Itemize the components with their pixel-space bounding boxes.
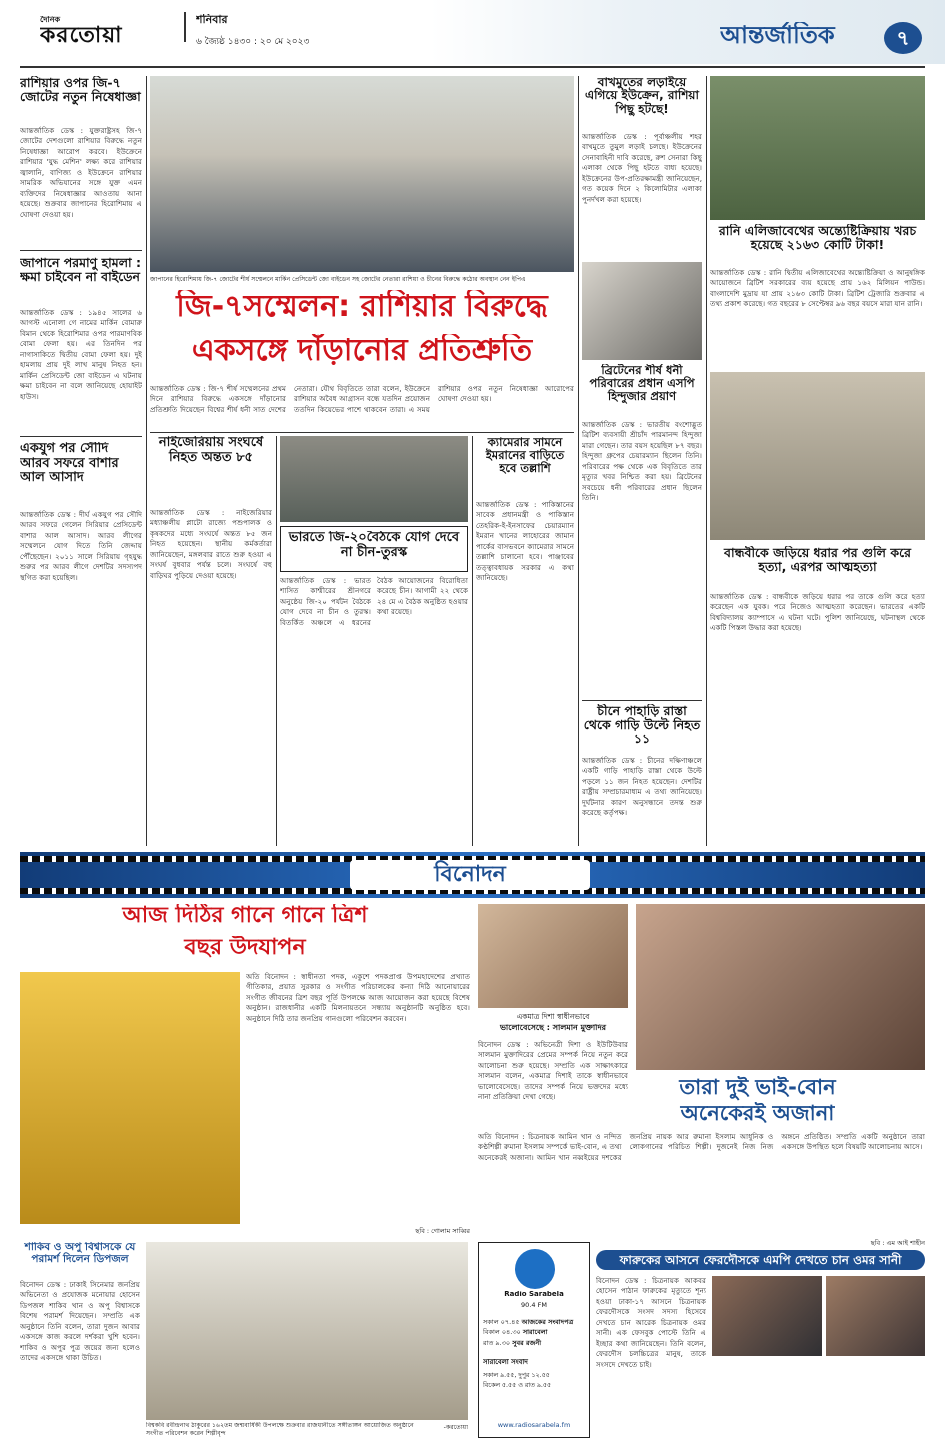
body: আন্তর্জাতিক ডেস্ক : যুক্তরাষ্ট্রসহ জি-৭ জোটের দেশগুলো রাশিয়ার বিরুদ্ধে নতুন নিষেধাজ্ঞা আরোপ করবে। ইউক্রেনে রাশিয়ার 'যুদ্ধ মেশিন' লক্ষ্য করে রাশিয়ার জ্বালানি, বাণিজ্য ও ইউক্রেনে রাশিয়ার সামরিক অভিযানের সঙ্গে যুক্ত এমন ব্যক্তিদের নিষেধাজ্ঞার আওতায় আনা হয়েছে। শুক্রবার জাপানের হিরোশিমায় এ ঘোষণা দেওয়া হয়। bbox=[20, 126, 142, 219]
g7-summit-photo bbox=[150, 76, 574, 272]
headline: নাইজেরিয়ায় সংঘর্ষে নিহত অন্তত ৮৫ bbox=[158, 436, 264, 465]
soldiers-photo bbox=[280, 436, 468, 522]
article-nigeria bbox=[150, 436, 272, 846]
article-g20-box bbox=[280, 526, 468, 572]
tagore-photo-caption: বিশ্বকবি রবীন্দ্রনাথ ঠাকুরের ১৬২তম জন্মবার্ষিকী উপলক্ষে শুক্রবার রাজধানীতে সঙ্গীতাঙ্গন আয়োজিত অনুষ্ঠানে সংগীত পরিবেশন করেন শিল্পীবৃন্দ bbox=[146, 1422, 414, 1438]
dithi-headline-line1: আজ দিঠির গানে গানে ত্রিশ bbox=[122, 904, 368, 928]
headline: ক্যামেরার সামনে ইমরানের বাড়িতে হবে তল্লাশি bbox=[485, 436, 565, 475]
radio-news-title: সারাবেলা সংবাদ bbox=[483, 1359, 528, 1366]
siblings-headline-line2: অনেকেরই অজানা bbox=[680, 1102, 835, 1125]
radio-name: Radio Sarabela bbox=[504, 1291, 564, 1298]
tagore-photo-credit: -করতোয়া bbox=[443, 1424, 468, 1431]
article-imran bbox=[476, 436, 574, 846]
logo-top: দৈনিক bbox=[40, 16, 61, 24]
disha-kicker: একমাত্র দিশা স্বাধীনভাবে bbox=[516, 1012, 590, 1021]
dithi-photo-credit: ছবি : গোলাম সাব্বির bbox=[415, 1227, 470, 1235]
g7-body: আন্তর্জাতিক ডেস্ক : জি-৭ শীর্ষ সম্মেলনের প্রথম দিনে রাশিয়ার বিরুদ্ধে একসঙ্গে দাঁড়ানোর প্রতিশ্রুতি দিয়েছেন বিশ্বের শীর্ষ ধনী সাত দেশের নেতারা। যৌথ বিবৃতিতে তারা বলেন, ইউক্রেনে রাশিয়ার অবৈধ আগ্রাসন বন্ধে যতদিন প্রয়োজন ততদিন কিয়েভের পাশে থাকবেন তারা। এ সময় রাশিয়ার ওপর নতুন নিষেধাজ্ঞা আরোপের ঘোষণা দেওয়া হয়। bbox=[150, 384, 574, 414]
page-number: ৭ bbox=[884, 22, 922, 54]
tagore-event-photo bbox=[146, 1242, 468, 1420]
g7-photo-caption: জাপানের হিরোশিমায় জি-৭ জোটের শীর্ষ সম্মেলনে মার্কিন প্রেসিডেন্ট জো বাইডেন সহ জোটের নেতারা রাশিয়া ও চীনের বিরুদ্ধে কঠোর অবস্থান নেন ইপিএ bbox=[150, 276, 526, 283]
dithi-headline-line2: বছর উদযাপন bbox=[184, 936, 306, 960]
body: আন্তর্জাতিক ডেস্ক : দীর্ঘ একযুগ পর সৌদি আরব সফরে গেলেন সিরিয়ার প্রেসিডেন্ট বাশার আল আসাদ। আরব লীগের সম্মেলনে যোগ দিতে তিনি জেদ্দায় পৌঁছেছেন। ২০১১ সালে সিরিয়ায় গৃহযুদ্ধ শুরুর পর আরব লীগে দেশটির সদস্যপদ স্থগিত করা হয়েছিল। bbox=[20, 510, 142, 582]
article-china bbox=[582, 704, 702, 846]
article-japan-nuclear bbox=[20, 256, 142, 432]
faruk-photo bbox=[826, 1276, 925, 1356]
schedule-row: সকাল ০৭.৪৫ আজকের সংবাদপত্র bbox=[483, 1318, 574, 1326]
queen-headline: রানি এলিজাবেথের অন্ত্যেষ্টিক্রিয়ায় খরচ হয়েছে ২১৬৩ কোটি টাকা! bbox=[718, 224, 917, 252]
body: আন্তর্জাতিক ডেস্ক : ১৯৪৫ সালের ৬ আগস্ট এনোলা গে নামের মার্কিন বোমারু বিমান থেকে হিরোশিমার ওপর পারমাণবিক বোমা ফেলা হয়। এর তিনদিন পর নাগাসাকিতে দ্বিতীয় বোমা ফেলা হয়। দুই হামলায় প্রায় দুই লাখ মানুষ নিহত হন। মার্কিন প্রেসিডেন্ট জো বাইডেন এ ঘটনায় ক্ষমা চাইবেন না বলে জানিয়েছে হোয়াইট হাউস। bbox=[20, 308, 142, 401]
girlfriend-body: আন্তর্জাতিক ডেস্ক : বান্ধবীকে জড়িয়ে ধরার পর তাকে গুলি করে হত্যা করেছেন এক যুবক। পরে নিজেও আত্মহত্যা করেছেন। ভারতের একটি বিশ্ববিদ্যালয় ক্যাম্পাসে এ ঘটনা ঘটে। পুলিশ জানিয়েছে, ঘটনাস্থল থেকে একটি পিস্তল উদ্ধার করা হয়েছে। bbox=[710, 592, 925, 633]
article-bakhmut bbox=[582, 76, 702, 256]
body: আন্তর্জাতিক ডেস্ক : চীনের দক্ষিণাঞ্চলে একটি গাড়ি পাহাড়ি রাস্তা থেকে উল্টে পড়লে ১১ জন নিহত হয়েছেন। দেশটির রাষ্ট্রীয় সম্প্রচারমাধ্যম এ তথ্য জানিয়েছে। দুর্ঘটনার কারণ অনুসন্ধানে তদন্ত শুরু করেছে কর্তৃপক্ষ। bbox=[582, 756, 702, 818]
radio-frequency: 90.4 FM bbox=[521, 1301, 547, 1309]
siblings-body: অতি বিনোদন : চিত্রনায়ক আমিন খান ও নন্দিত কণ্ঠশিল্পী রুমানা ইসলাম সম্পর্কে ভাই-বোন, এ তথ্য অনেকেরই অজানা। আমিন খান নব্বইয়ের দশকের জনপ্রিয় নায়ক আর রুমানা ইসলাম আধুনিক ও লোকগানের পরিচিত শিল্পী। দুজনেই নিজ নিজ অঙ্গনে প্রতিষ্ঠিত। সম্প্রতি একটি অনুষ্ঠানে তারা একসঙ্গে উপস্থিত হলে বিষয়টি আলোচনায় আসে। bbox=[478, 1132, 925, 1162]
queen-body: আন্তর্জাতিক ডেস্ক : রানি দ্বিতীয় এলিজাবেথের অন্ত্যেষ্টিক্রিয়া ও আনুষঙ্গিক আয়োজনে ব্রিটিশ সরকারের ব্যয় হয়েছে প্রায় ১৬২ মিলিয়ন পাউন্ড। বাংলাদেশি মুদ্রায় যা প্রায় ২১৬৩ কোটি টাকা। ব্রিটিশ ট্রেজারি শুক্রবার এ তথ্য প্রকাশ করেছে। গত বছরের ৮ সেপ্টেম্বর ৯৬ বছর বয়সে মারা যান রানি। bbox=[710, 268, 925, 309]
banner-title: বিনোদন bbox=[350, 860, 590, 890]
siblings-photo bbox=[636, 904, 925, 1070]
headline: ভারতে জি-২০বৈঠকে যোগ দেবে না চীন-তুরস্ক bbox=[288, 531, 460, 560]
section-title: আন্তর্জাতিক bbox=[720, 22, 835, 49]
masthead bbox=[0, 0, 945, 64]
headline: বাখমুতের লড়াইয়ে এগিয়ে ইউক্রেন, রাশিয়া পিছু হটছে! bbox=[584, 76, 699, 116]
dithi-body: অতি বিনোদন : স্বাধীনতা পদক, একুশে পদকপ্রাপ্ত উপমহাদেশের প্রখ্যাত গীতিকার, প্রয়াত সুরকার ও সংগীত পরিচালকের কন্যা দিঠি আনোয়ারের সংগীত জীবনের ত্রিশ বছর পূর্তি উপলক্ষে আজ আয়োজন করা হয়েছে বিশেষ অনুষ্ঠান। রাজধানীর একটি মিলনায়তনে সন্ধ্যায় অনুষ্ঠানটি অনুষ্ঠিত হবে। অনুষ্ঠানে দিঠি তার জনপ্রিয় গানগুলো পরিবেশন করবেন। bbox=[246, 972, 470, 1023]
ferdous-omar-photo bbox=[712, 1276, 822, 1356]
logo-main: করতোয়া bbox=[40, 24, 123, 48]
headline: রাশিয়ার ওপর জি-৭ জোটের নতুন নিষেধাজ্ঞা bbox=[20, 76, 141, 104]
headline: শাকিব ও অপু বিশ্বাসকে যে পরামর্শ দিলেন ডিপজল bbox=[24, 1242, 136, 1265]
radio-schedule bbox=[483, 1317, 587, 1353]
body: আন্তর্জাতিক ডেস্ক : নাইজেরিয়ার মধ্যাঞ্চলীয় প্লাটো রাজ্যে পশুপালক ও কৃষকদের মধ্যে সংঘর্ষে অন্তত ৮৫ জন নিহত হয়েছেন। স্থানীয় কর্মকর্তারা জানিয়েছেন, মঙ্গলবার রাতে শুরু হওয়া এ সংঘর্ষ বুধবার পর্যন্ত চলে। সংঘর্ষে বহু বাড়িঘর পুড়িয়ে দেওয়া হয়েছে। bbox=[150, 508, 272, 580]
radio-news-times: সকাল ৯.৫৫, দুপুর ১২.৫৫ বিকেল ৫.৫৫ ও রাত ৯.৫৫ bbox=[483, 1372, 552, 1390]
campus-police-photo bbox=[710, 372, 925, 540]
siblings-headline-line1: তারা দুই ভাই-বোন bbox=[679, 1076, 836, 1099]
headline: চীনে পাহাড়ি রাস্তা থেকে গাড়ি উল্টে নিহত ১১ bbox=[583, 704, 701, 746]
date-label: ৬ জ্যৈষ্ঠ ১৪৩০ : ২০ মে ২০২৩ bbox=[196, 37, 310, 47]
hinduja-photo bbox=[582, 262, 702, 360]
entertainment-banner bbox=[20, 852, 925, 898]
disha-headline: ভালোবেসেছে : সালমান মুক্তাদির bbox=[499, 1024, 607, 1032]
dithi-photo bbox=[20, 972, 240, 1224]
logo bbox=[40, 16, 180, 60]
radio-ad bbox=[478, 1242, 590, 1438]
body: আন্তর্জাতিক ডেস্ক : পাকিস্তানের সাবেক প্রধানমন্ত্রী ও পাকিস্তান তেহরিক-ই-ইনসাফের চেয়ারম্যান ইমরান খানের লাহোরের জামান পার্কের বাসভবনে ক্যামেরার সামনে তল্লাশি চালানো হবে। পাঞ্জাবের তত্ত্বাবধায়ক সরকার এ কথা জানিয়েছে। bbox=[476, 500, 574, 583]
disha-salman-photo bbox=[478, 904, 628, 1008]
faruk-body-left: বিনোদন ডেস্ক : চিত্রনায়ক আকবর হোসেন পাঠান ফারুকের মৃত্যুতে শূন্য হওয়া ঢাকা-১৭ আসনে চিত্রনায়ক ফেরদৌসকে সংসদ সদস্য হিসেবে দেখতে চান আরেক চিত্রনায়ক ওমর সানী। এক ফেসবুক পোস্টে তিনি এ ইচ্ছার কথা জানিয়েছেন। তিনি বলেন, ফেরদৌস চলচ্চিত্রের মানুষ, তাকে সংসদে দেখতে চাই। bbox=[596, 1276, 706, 1369]
g7-headline-line1: জি-৭সম্মেলন: রাশিয়ার বিরুদ্ধে bbox=[176, 290, 548, 324]
article-sakib-opu bbox=[20, 1242, 140, 1438]
day-label: শনিবার bbox=[196, 14, 228, 26]
queen-funeral-photo bbox=[710, 76, 925, 220]
body: বিনোদন ডেস্ক : ঢাকাই সিনেমার জনপ্রিয় অভিনেতা ও প্রযোজক মনোয়ার হোসেন ডিপজল শাকিব খান ও অপু বিশ্বাসকে বিশেষ পরামর্শ দিয়েছেন। সম্প্রতি এক অনুষ্ঠানে তিনি বলেন, তারা দুজন আবার একসঙ্গে কাজ করলে দর্শকরা খুশি হবেন। শাকিব ও অপুর পুত্র জয়ের জন্য হলেও তাদের একসঙ্গে থাকা উচিত। bbox=[20, 1280, 140, 1363]
girlfriend-headline: বান্ধবীকে জড়িয়ে ধরার পর গুলি করে হত্যা, এরপর আত্মহত্যা bbox=[724, 546, 911, 574]
article-saudi-assad bbox=[20, 442, 142, 842]
article-russia-g7 bbox=[20, 76, 142, 246]
siblings-photo-credit: ছবি : এম আই শাহীন bbox=[870, 1239, 925, 1247]
radio-logo-icon bbox=[515, 1249, 555, 1289]
headline: একযুগ পর সৌদি আরব সফরে বাশার আল আসাদ bbox=[20, 442, 119, 486]
disha-body: বিনোদন ডেস্ক : অভিনেত্রী দিশা ও ইউটিউবার সালমান মুক্তাদিরের প্রেমের সম্পর্ক নিয়ে নতুন করে আলোচনা শুরু হয়েছে। সম্প্রতি এক সাক্ষাৎকারে সালমান বলেন, একমাত্র দিশাই তাকে স্বাধীনভাবে ভালোবেসেছে। তাদের সম্পর্ক নিয়ে ভক্তদের মধ্যে নানা প্রতিক্রিয়া দেখা গেছে। bbox=[478, 1040, 628, 1102]
schedule-row: রাত ৯.৩০ সুবর রজনী bbox=[483, 1338, 542, 1347]
headline: ব্রিটেনের শীর্ষ ধনী পরিবারের প্রধান এসপি হিন্দুজার প্রয়াণ bbox=[589, 364, 695, 403]
body: আন্তর্জাতিক ডেস্ক : পূর্বাঞ্চলীয় শহর বাখমুতে তুমুল লড়াই চলছে। ইউক্রেনের সেনাবাহিনী দাবি করেছে, রুশ সেনারা কিছু এলাকা থেকে পিছু হটতে বাধ্য হয়েছে। ইউক্রেনের উপ-প্রতিরক্ষামন্ত্রী জানিয়েছেন, গত কয়েক দিনে ২ কিলোমিটার এলাকা পুনর্দখল করা হয়েছে। bbox=[582, 132, 702, 204]
faruk-headline: ফারুকের আসনে ফেরদৌসকে এমপি দেখতে চান ওমর সানী bbox=[596, 1250, 925, 1270]
body: আন্তর্জাতিক ডেস্ক : ভারতীয় বংশোদ্ভূত ব্রিটিশ ব্যবসায়ী শ্রীচাঁদ পারমানন্দ হিন্দুজা মারা গেছেন। তার বয়স হয়েছিল ৮৭ বছর। হিন্দুজা গ্রুপের চেয়ারম্যান ছিলেন তিনি। পরিবারের পক্ষ থেকে এক বিবৃতিতে তার মৃত্যুর খবর নিশ্চিত করা হয়। ব্রিটেনের সবচেয়ে ধনী পরিবারের প্রধান ছিলেন তিনি। bbox=[582, 420, 702, 503]
headline: জাপানে পরমাণু হামলা : ক্ষমা চাইবেন না বাইডেন bbox=[20, 256, 142, 284]
g7-headline-line2: একসঙ্গে দাঁড়ানোর প্রতিশ্রুতি bbox=[191, 334, 533, 368]
g20-body: আন্তর্জাতিক ডেস্ক : ভারত শাসিত কাশ্মীরের শ্রীনগরে অনুষ্ঠেয় জি-২০ পর্যটন বৈঠকে যোগ দেবে না চীন ও তুরস্ক। বিতর্কিত অঞ্চলে এ ধরনের বৈঠক আয়োজনের বিরোধিতা করেছে চীন। আগামী ২২ থেকে ২৪ মে এ বৈঠক অনুষ্ঠিত হওয়ার কথা রয়েছে। bbox=[280, 576, 468, 627]
article-uk-richest bbox=[582, 364, 702, 698]
radio-url[interactable]: www.radiosarabela.fm bbox=[497, 1421, 571, 1429]
schedule-row: বিকাল ০৪.৩০ সারাবেলা bbox=[483, 1328, 548, 1337]
